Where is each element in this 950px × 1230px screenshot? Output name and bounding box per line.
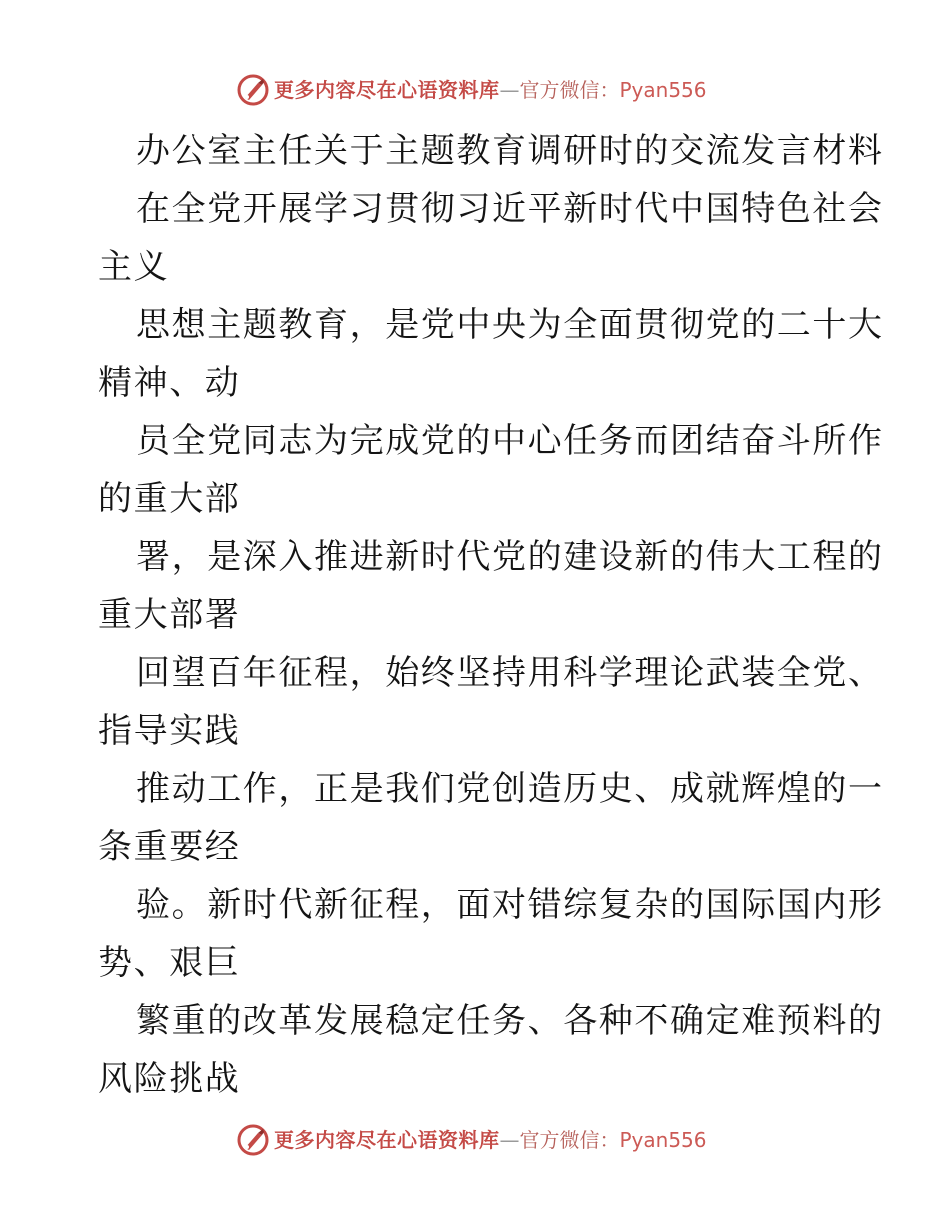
- text-line: 回望百年征程，始终坚持用科学理论武装全党、: [136, 653, 884, 693]
- text-line: 重大部署: [98, 595, 241, 635]
- watermark-dash: —: [499, 78, 520, 102]
- quill-logo-icon: [236, 73, 270, 107]
- text-line: 的重大部: [98, 479, 241, 519]
- text-line: 风险挑战: [98, 1059, 241, 1099]
- watermark-text: [274, 1126, 707, 1154]
- watermark-site-text: 更多内容尽在心语资料库: [274, 78, 500, 102]
- document-title-line: 办公室主任关于主题教育调研时的交流发言材料: [136, 131, 884, 171]
- text-line: 条重要经: [98, 827, 241, 867]
- watermark-text: [274, 76, 707, 104]
- document-body: [98, 122, 884, 1108]
- text-line: 在全党开展学习贯彻习近平新时代中国特色社会: [136, 189, 884, 229]
- text-line: 势、艰巨: [98, 943, 241, 983]
- watermark-wechat-label: 官方微信：: [519, 78, 620, 102]
- text-line: 指导实践: [98, 711, 241, 751]
- watermark-wechat-label: 官方微信：: [519, 1128, 620, 1152]
- quill-logo-icon: [236, 1123, 270, 1157]
- watermark-account: Pyan556: [619, 78, 707, 102]
- text-line: 精神、动: [98, 363, 241, 403]
- text-line: 推动工作，正是我们党创造历史、成就辉煌的一: [136, 769, 884, 809]
- footer-watermark: [0, 1120, 950, 1160]
- text-line: 署，是深入推进新时代党的建设新的伟大工程的: [136, 537, 884, 577]
- header-watermark: [0, 70, 950, 110]
- watermark-site-text: 更多内容尽在心语资料库: [274, 1128, 500, 1152]
- watermark-account: Pyan556: [619, 1128, 707, 1152]
- text-line: 员全党同志为完成党的中心任务而团结奋斗所作: [136, 421, 884, 461]
- text-line: 验。新时代新征程，面对错综复杂的国际国内形: [136, 885, 884, 925]
- text-line: 主义: [98, 247, 170, 287]
- text-line: 思想主题教育，是党中央为全面贯彻党的二十大: [136, 305, 884, 345]
- text-line: 繁重的改革发展稳定任务、各种不确定难预料的: [136, 1001, 884, 1041]
- watermark-dash: —: [499, 1128, 520, 1152]
